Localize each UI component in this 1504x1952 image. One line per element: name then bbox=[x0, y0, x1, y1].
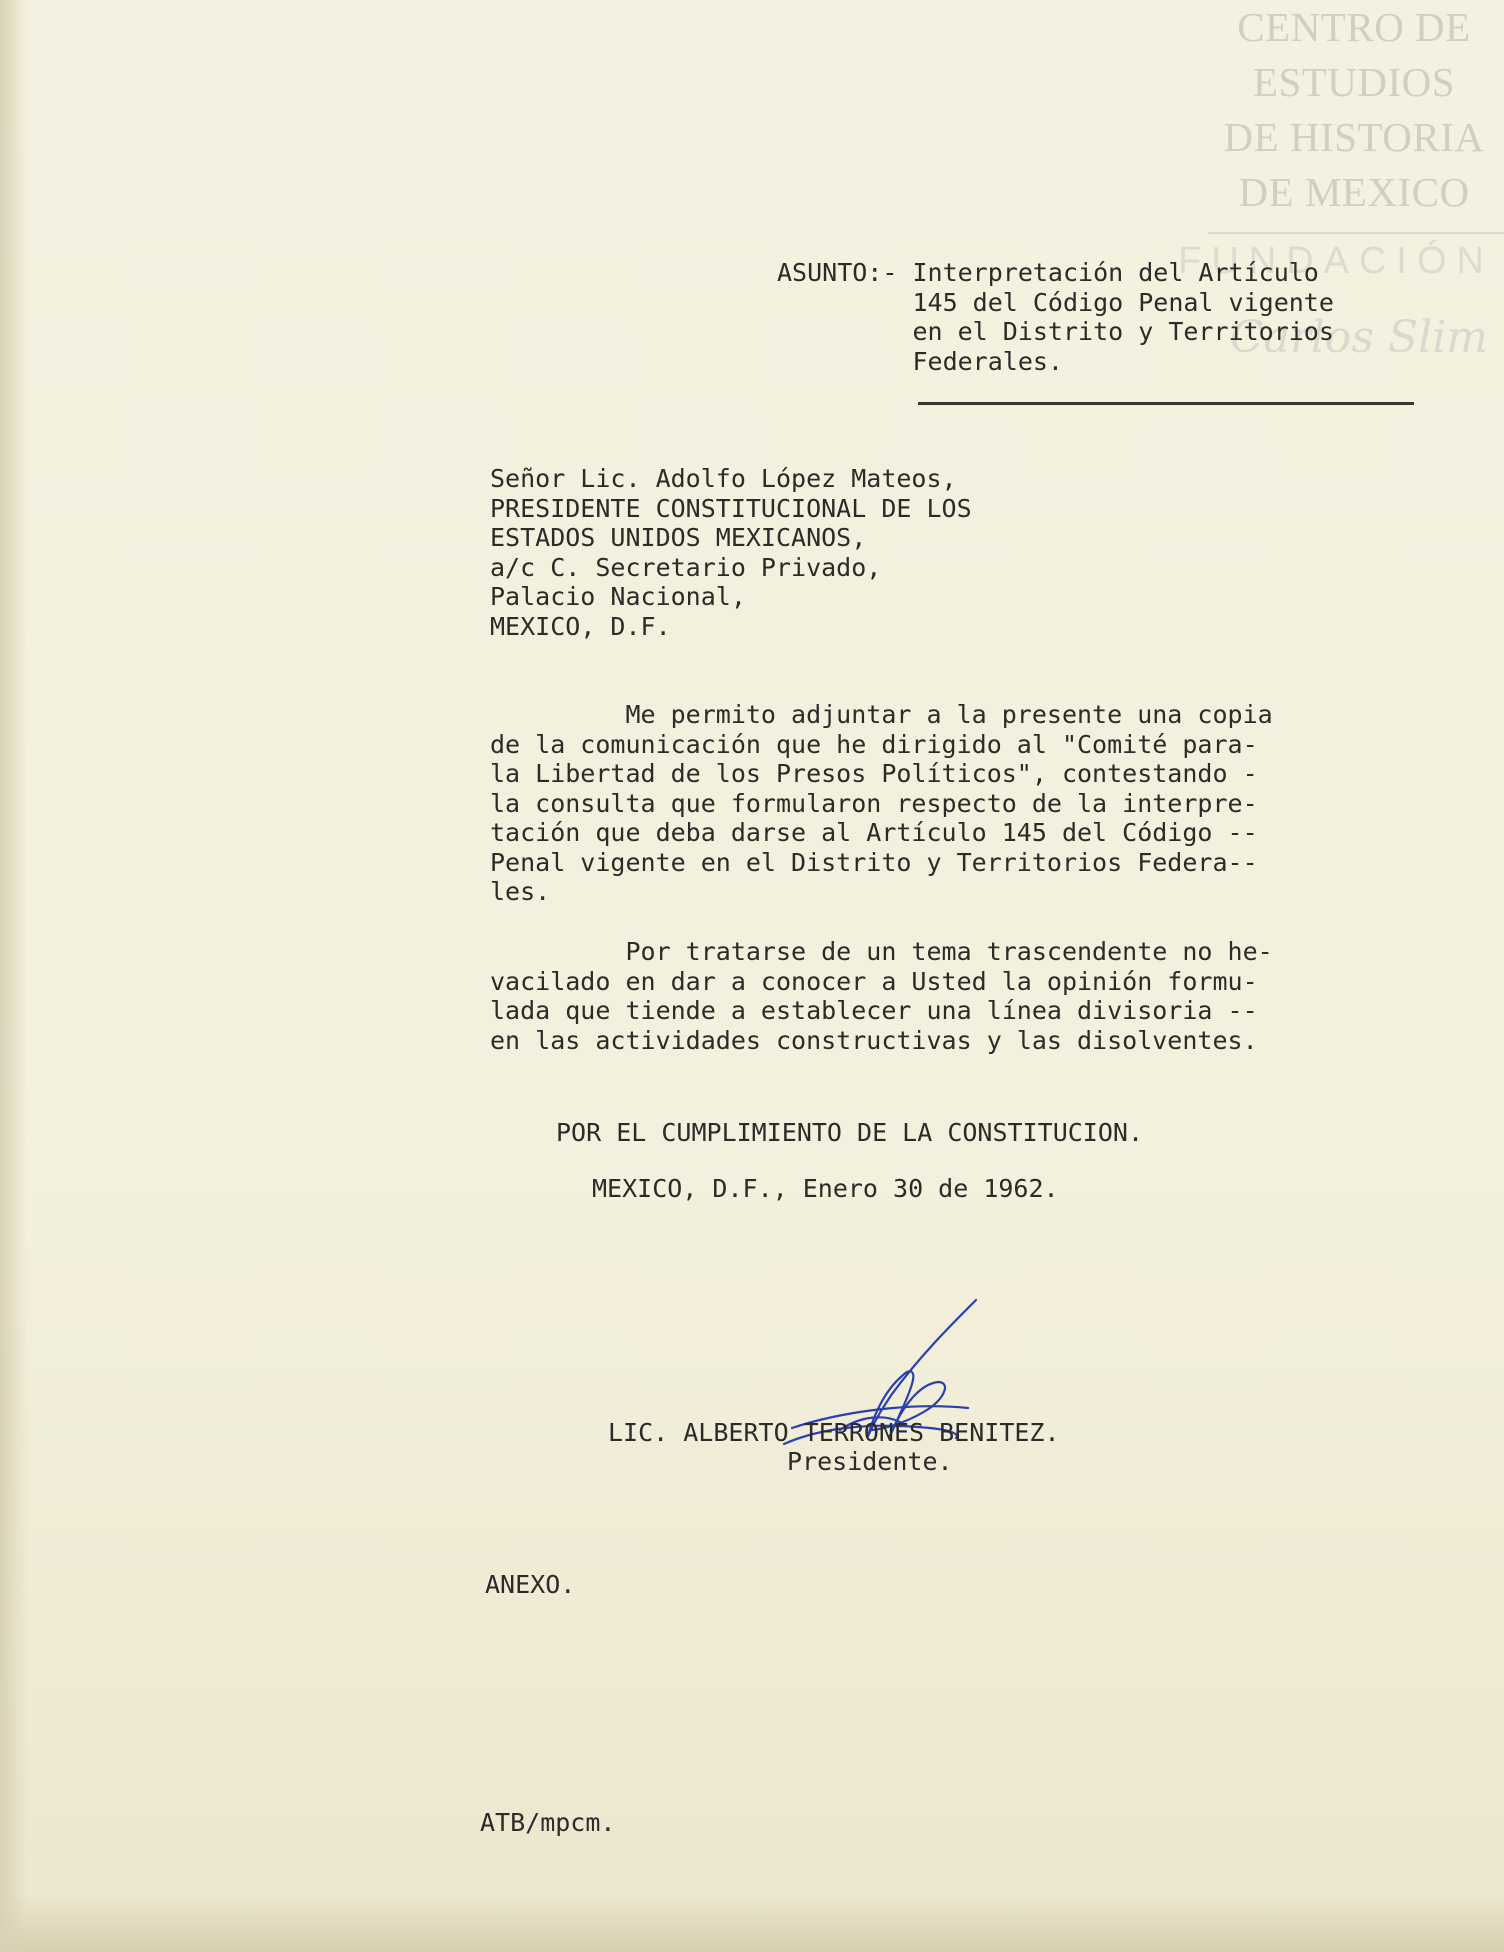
subject-underline bbox=[918, 402, 1414, 405]
page-edge-shadow bbox=[0, 0, 28, 1952]
archive-stamp bbox=[1178, 0, 1504, 363]
subject-block: ASUNTO:- Interpretación del Artículo 145 del Código Penal vigente en el Distrito y Territorios Federales. bbox=[777, 258, 1334, 376]
stamp-line-2: ESTUDIOS bbox=[1252, 59, 1456, 105]
body-paragraph-1: Me permito adjuntar a la presente una copia de la comunicación que he dirigido al "Comité para- la Libertad de los Presos Políticos", contestando - la consulta que formularon respecto de la interpre- tación que deba darse al Artículo 145 del Código -- Penal vigente en el Distrito y Territorios Federa-- les. bbox=[490, 700, 1273, 906]
place-date: MEXICO, D.F., Enero 30 de 1962. bbox=[592, 1174, 1059, 1203]
stamp-line-3: DE HISTORIA bbox=[1223, 114, 1485, 160]
reference-initials: ATB/mpcm. bbox=[480, 1808, 616, 1837]
signer-title: Presidente. bbox=[787, 1447, 953, 1476]
body-paragraph-2: Por tratarse de un tema trascendente no he- vacilado en dar a conocer a Usted la opinión formu- lada que tiende a establecer una línea divisoria -- en las actividades constructivas y las disolventes. bbox=[490, 937, 1273, 1055]
stamp-foundation: FUNDACIÓN bbox=[1178, 240, 1494, 282]
annex-note: ANEXO. bbox=[485, 1570, 576, 1599]
stamp-line-4: DE MEXICO bbox=[1238, 169, 1470, 215]
signer-name: LIC. ALBERTO TERRONES BENITEZ. bbox=[608, 1418, 1060, 1447]
stamp-line-1: CENTRO DE bbox=[1237, 4, 1471, 50]
closing-motto: POR EL CUMPLIMIENTO DE LA CONSTITUCION. bbox=[556, 1118, 1143, 1147]
stamp-signature: Carlos Slim bbox=[1229, 312, 1488, 363]
stamp-divider bbox=[1208, 232, 1504, 234]
addressee-block: Señor Lic. Adolfo López Mateos, PRESIDENTE CONSTITUCIONAL DE LOS ESTADOS UNIDOS MEXICANOS, a/c C. Secretario Privado, Palacio Nacional, MEXICO, D.F. bbox=[490, 464, 972, 641]
